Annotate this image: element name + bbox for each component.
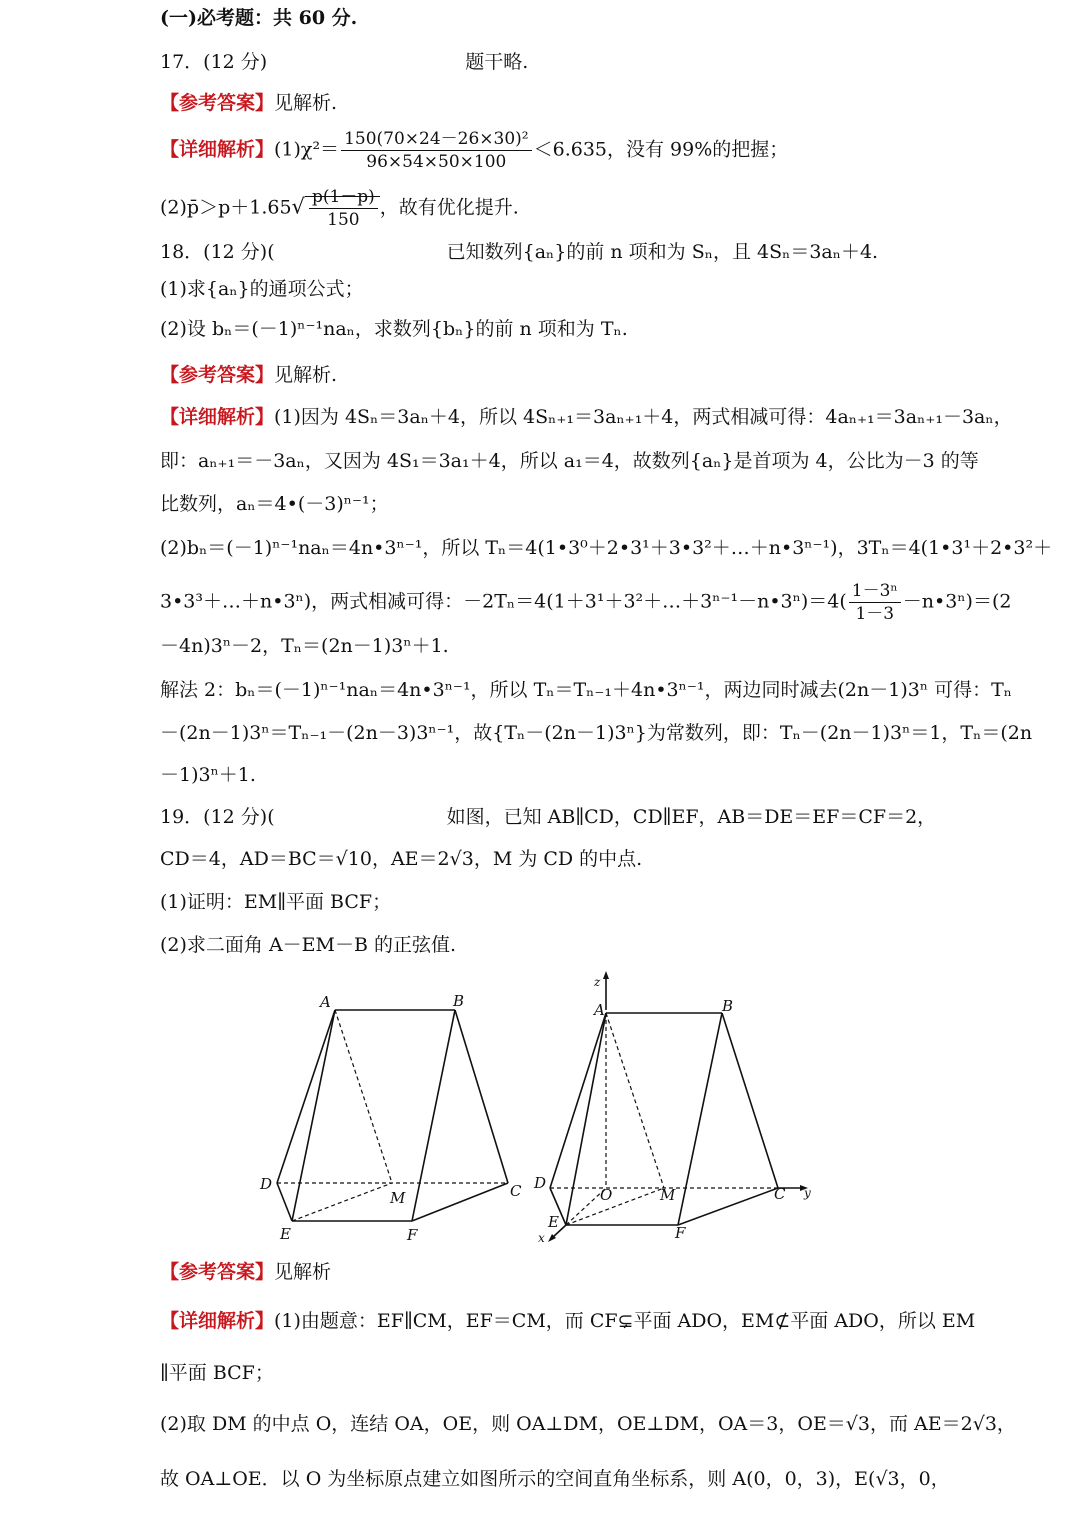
q18-method2-2: －(2n－1)3ⁿ＝Tₙ₋₁－(2n－3)3ⁿ⁻¹，故{Tₙ－(2n－1)3ⁿ}为常数列，即：Tₙ－(2n－1)3ⁿ＝1，Tₙ＝(2n	[160, 722, 1033, 744]
q18-answer: 【参考答案】见解析.	[160, 364, 338, 386]
q19-stem-2: CD＝4，AD＝BC＝√10，AE＝2√3，M 为 CD 的中点.	[160, 848, 643, 870]
section-title: (一)必考题：共 60 分.	[160, 7, 358, 29]
q18-header: 18．(12 分)( 已知数列{aₙ}的前 n 项和为 Sₙ，且 4Sₙ＝3aₙ＋4.	[160, 241, 879, 263]
q19-header: 19．(12 分)( 如图，已知 AB∥CD，CD∥EF，AB＝DE＝EF＝CF＝2，	[160, 806, 937, 828]
edge-bc	[722, 1013, 778, 1188]
edge-bc	[455, 1010, 508, 1183]
q18-part1: (1)求{aₙ}的通项公式；	[160, 278, 364, 300]
label-a: A	[320, 993, 331, 1011]
label-d: D	[534, 1174, 547, 1192]
edge-de	[277, 1183, 292, 1221]
q18-detail-4: (2)bₙ＝(－1)ⁿ⁻¹naₙ＝4n•3ⁿ⁻¹，所以 Tₙ＝4(1•3⁰＋2•3¹＋3•3²＋…＋n•3ⁿ⁻¹)，3Tₙ＝4(1•3¹＋2•3²＋	[160, 537, 1053, 559]
label-z: z	[594, 975, 601, 989]
label-e: E	[280, 1225, 291, 1243]
edge-bf	[678, 1013, 722, 1225]
edge-ad	[277, 1010, 335, 1183]
z-arrow	[603, 971, 609, 979]
q18-detail-6: －4n)3ⁿ－2，Tₙ＝(2n－1)3ⁿ＋1.	[160, 635, 449, 657]
q19-part1: (1)证明：EM∥平面 BCF；	[160, 891, 392, 913]
label-m: M	[390, 1189, 406, 1207]
q18-detail-3: 比数列，aₙ＝4•(－3)ⁿ⁻¹；	[160, 493, 389, 515]
label-d: D	[260, 1175, 273, 1193]
q19-detail-3: (2)取 DM 的中点 O，连结 OA，OE，则 OA⊥DM，OE⊥DM，OA＝3，OE＝√3，而 AE＝2√3，	[160, 1413, 1016, 1435]
label-m: M	[660, 1186, 676, 1204]
edge-am-hidden	[606, 1013, 664, 1188]
edge-fc	[412, 1183, 508, 1221]
label-e: E	[548, 1213, 559, 1231]
q18-part2: (2)设 bₙ＝(－1)ⁿ⁻¹naₙ，求数列{bₙ}的前 n 项和为 Tₙ.	[160, 318, 628, 340]
label-f: F	[675, 1224, 686, 1242]
label-c: C	[510, 1182, 522, 1200]
detail-label: 【详细解析】	[160, 138, 275, 161]
figure-left	[250, 985, 530, 1245]
q17-detail-2: (2)p̄＞p＋1.65√ $\frac{p(1-p)}{150}$ ，故有优化提升.	[160, 187, 519, 230]
label-f: F	[407, 1226, 418, 1244]
label-a: A	[594, 1001, 605, 1019]
edge-am-hidden	[335, 1010, 392, 1183]
q18-method2-1: 解法 2：bₙ＝(－1)ⁿ⁻¹naₙ＝4n•3ⁿ⁻¹，所以 Tₙ＝Tₙ₋₁＋4n•3ⁿ⁻¹，两边同时减去(2n－1)3ⁿ 可得：Tₙ	[160, 679, 1012, 701]
p-fraction: $\frac{p(1-p)}{150}$	[309, 186, 378, 231]
label-y: y	[804, 1186, 811, 1200]
q18-detail-1: 【详细解析】(1)因为 4Sₙ＝3aₙ＋4，所以 4Sₙ₊₁＝3aₙ₊₁＋4，两式相减可得：4aₙ₊₁＝3aₙ₊₁－3aₙ，	[160, 406, 1013, 428]
chi-fraction: $\frac{\text{150(70×24－26×30)²}}{96\times 54\times 50\times 100}$	[341, 128, 532, 173]
q17-header: 17．(12 分) 题干略.	[160, 51, 529, 73]
label-o: O	[600, 1186, 613, 1204]
q17-answer: 【参考答案】见解析.	[160, 92, 338, 114]
label-b: B	[722, 997, 734, 1015]
edge-em-hidden	[566, 1188, 664, 1225]
q19-part2: (2)求二面角 A－EM－B 的正弦值.	[160, 934, 457, 956]
edge-ae	[292, 1010, 335, 1221]
q19-detail-2: ∥平面 BCF；	[160, 1362, 274, 1384]
edge-em-hidden	[292, 1183, 392, 1221]
edge-fc	[678, 1188, 778, 1225]
edge-bf	[412, 1010, 455, 1221]
q17-detail-1: 【详细解析】(1)χ²＝ $\frac{\text{150(70×24－26×30)²}}{96\times 54\times 50\times 100}$ ＜6.635，没有 99%的把握；	[160, 129, 789, 172]
q19-answer: 【参考答案】见解析	[160, 1261, 332, 1283]
q18-detail-2: 即：aₙ₊₁＝－3aₙ，又因为 4S₁＝3a₁＋4，所以 a₁＝4，故数列{aₙ}是首项为 4，公比为－3 的等	[160, 450, 979, 472]
answer-label: 【参考答案】	[160, 92, 275, 114]
figure-right	[530, 970, 830, 1250]
label-c: C	[774, 1185, 786, 1203]
sum-fraction: $\frac{\text{1－3ⁿ}}{1-3}$	[849, 580, 901, 625]
q19-detail-1: 【详细解析】(1)由题意：EF∥CM，EF＝CM，而 CF⊊平面 ADO，EM⊄平面 ADO，所以 EM	[160, 1310, 976, 1332]
label-b: B	[453, 992, 465, 1010]
label-x: x	[538, 1231, 545, 1245]
q18-method2-3: －1)3ⁿ＋1.	[160, 764, 256, 786]
q18-detail-5: 3•3³＋…＋n•3ⁿ)，两式相减可得：－2Tₙ＝4(1＋3¹＋3²＋…＋3ⁿ⁻¹－n•3ⁿ)＝4( $\frac{\text{1－3ⁿ}}{1-3}$ －n•3ⁿ)＝(2	[160, 581, 1012, 624]
q19-detail-4: 故 OA⊥OE．以 O 为坐标原点建立如图所示的空间直角坐标系，则 A(0，0，3)，E(√3，0，	[160, 1468, 950, 1490]
